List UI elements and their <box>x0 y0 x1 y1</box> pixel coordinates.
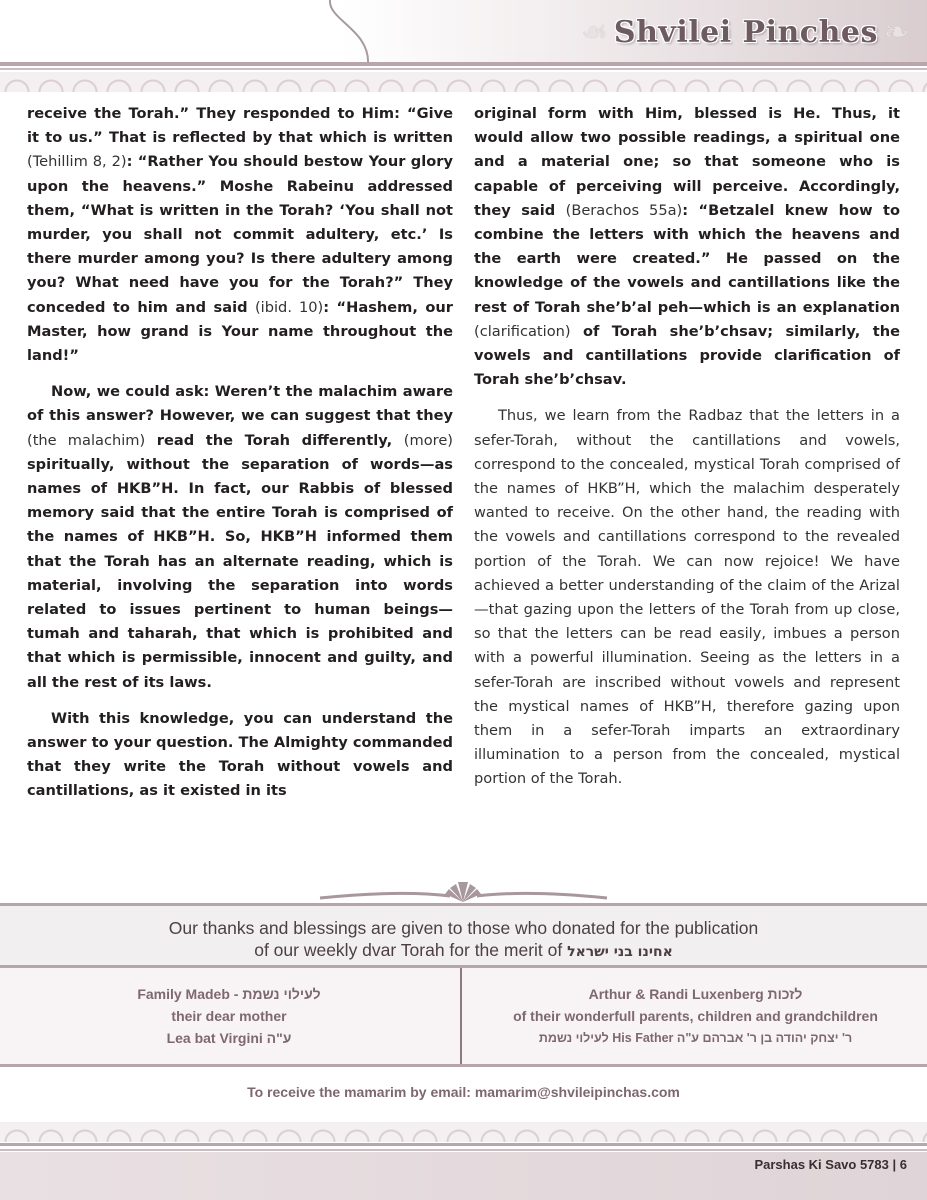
page-header <box>0 0 927 96</box>
dedication-line: Lea bat Virgini ע"ה <box>166 1030 292 1046</box>
donor-banner <box>0 903 927 968</box>
dedication-luxenberg <box>460 968 927 1066</box>
paragraph <box>474 404 900 791</box>
header-rule <box>0 62 927 66</box>
footer-separator: | <box>892 1157 897 1172</box>
bold-text-run: Now, we could ask: Weren’t the malachim aware of this answer? However, we can suggest that they <box>27 383 453 425</box>
donor-banner-line1: Our thanks and blessings are given to those who donated for the publication <box>168 918 759 938</box>
masthead <box>581 10 909 54</box>
header-rule-thin <box>0 68 927 70</box>
donor-bottom-rule <box>0 1064 927 1067</box>
footer-rule <box>0 1143 927 1146</box>
donor-banner-line2-text: of our weekly dvar Torah for the merit of <box>254 940 568 960</box>
bold-text-run: : “Rather You should bestow Your glory upon the heavens.” Moshe Rabeinu addressed them, “What is written in the Torah? ‘You shall not murder, you shall not commit adultery, etc.’ Is there murder among you? Is there adultery among you? What need have you for the Torah?” They conceded to him and said <box>27 153 453 316</box>
dedication-line: of their wonderfull parents, children and grandchildren <box>513 1008 878 1024</box>
regular-text-run: (more) <box>403 431 453 449</box>
right-column <box>474 102 900 804</box>
swirl-left-icon: ☙ <box>581 14 608 50</box>
email-subscription-text[interactable]: To receive the mamarim by email: mamarim@shvileipinchas.com <box>247 1084 680 1100</box>
footer-page-info <box>754 1157 907 1172</box>
regular-text-run: (the malachim) <box>27 431 146 449</box>
parsha-label: Parshas Ki Savo 5783 <box>754 1157 889 1172</box>
bold-text-run: receive the Torah.” They responded to Him: “Give it to us.” That is reflected by that which is written <box>27 105 453 147</box>
left-column <box>27 102 453 816</box>
swirl-right-icon: ❧ <box>883 14 909 50</box>
bold-text-run: : “Hashem, our Master, how grand is Your name throughout the land!” <box>27 298 453 365</box>
page-number: 6 <box>899 1157 907 1172</box>
header-ornamental-border <box>0 72 927 92</box>
donor-banner-hebrew: אחינו בני ישראל <box>567 944 673 960</box>
regular-text-run: (clarification) <box>474 322 571 340</box>
bold-text-run: spiritually, without the separation of words—as names of HKB”H. In fact, our Rabbis of blessed memory said that the entire Torah is comprised of the names of HKB”H. So, HKB”H informed them that the Torah has an alternate reading, which is material, involving the separation into words related to issues pertinent to human beings—tumah and taharah, that which is prohibited and that which is permissible, innocent and guilty, and all the rest of its laws. <box>27 455 453 691</box>
footer-ornamental-border <box>0 1122 927 1142</box>
donor-dedications <box>0 968 927 1066</box>
bold-text-run: read the Torah differently, <box>145 431 404 449</box>
dedication-line: their dear mother <box>171 1008 287 1024</box>
header-curve-decoration <box>320 0 380 64</box>
regular-text-run: (Berachos 55a) <box>565 201 683 219</box>
bold-text-run: of Torah she’b’chsav; similarly, the vowels and cantillations provide clarification of Torah she’b’chsav. <box>474 322 900 389</box>
bold-text-run: original form with Him, blessed is He. Thus, it would allow two possible readings, a spiritual one and a material one; so that someone who is capable of perceiving will perceive. Accordingly, they said <box>474 105 900 219</box>
dedication-line: Arthur & Randi Luxenberg לזכות <box>588 986 803 1002</box>
regular-text-run: Thus, we learn from the Radbaz that the letters in a sefer-Torah, without the cantillations and vowels, correspond to the concealed, mystical Torah comprised of the names of HKB”H, which the malachim desperately wanted to receive. On the other hand, the reading with the vowels and cantillations correspond to the revealed portion of the Torah. We can now rejoice! We have achieved a better understanding of the claim of the Arizal—that gazing upon the letters of the Torah from up close, so that the letters can be read easily, imbues a person with a powerful illumination. Seeing as the letters in a sefer-Torah are inscribed without vowels and represent the mystical names of HKB”H, therefore gazing upon them in a sefer-Torah imparts an extraordinary illumination to a person from the concealed, mystical portion of the Torah. <box>474 407 900 788</box>
paragraph <box>27 707 453 804</box>
regular-text-run: (Tehillim 8, 2) <box>27 153 127 171</box>
donor-banner-line2 <box>0 939 927 963</box>
paragraph <box>27 102 453 368</box>
bold-text-run: : “Betzalel knew how to combine the letters with which the heavens and the earth were created.” He passed on the knowledge of the vowels and cantillations like the rest of Torah she’b’al peh—which is an explanation <box>474 201 901 316</box>
masthead-title: Shvilei Pinches <box>613 14 878 50</box>
paragraph <box>474 102 900 392</box>
footer-rule-thin <box>0 1149 927 1151</box>
bold-text-run: With this knowledge, you can understand the answer to your question. The Almighty commanded that they write the Torah without vowels and cantillations, as it existed in its <box>27 709 453 800</box>
dedication-line: לעילוי נשמת His Father ר' יצחק יהודה בן ר' אברהם ע"ה <box>538 1031 853 1045</box>
paragraph <box>27 380 453 695</box>
dedication-madeb <box>0 968 462 1066</box>
dedication-line: Family Madeb - לעילוי נשמת <box>137 986 321 1002</box>
regular-text-run: (ibid. 10) <box>254 298 324 316</box>
